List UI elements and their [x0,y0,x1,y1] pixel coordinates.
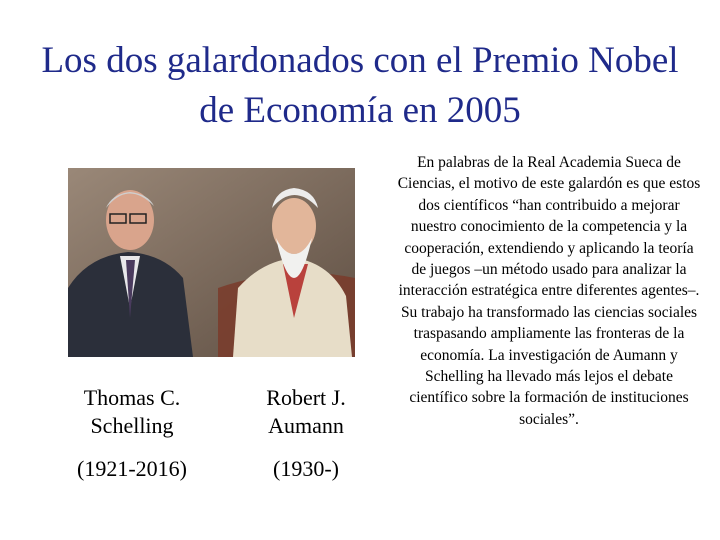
laureate-name-schelling: Thomas C. Schelling [83,385,181,438]
slide-title: Los dos galardonados con el Premio Nobel de Economía en 2005 [41,40,679,131]
laureates-photo [68,168,355,357]
laureate-years-schelling: (1921-2016) [77,456,187,481]
laureate-years-aumann: (1930-) [273,456,339,481]
laureates-photo-illustration [68,168,355,357]
academy-quote: En palabras de la Real Academia Sueca de Ciencias, el motivo de este galardón es que estos dos científicos “han contribuido a mejorar nuestro conocimiento de la competencia y la cooperación, extendiendo y aplicando la teoría de juegos –un método usado para analizar la interacción estratégica entre diferentes agentes–. Su trabajo ha transformado las ciencias sociales traspasando ampliamente las fronteras de la economía. La investigación de Aumann y Schelling ha llevado más lejos el debate científico sobre la formación de instituciones sociales”. [397,154,701,428]
laureate-name-aumann: Robert J. Aumann [266,385,346,438]
